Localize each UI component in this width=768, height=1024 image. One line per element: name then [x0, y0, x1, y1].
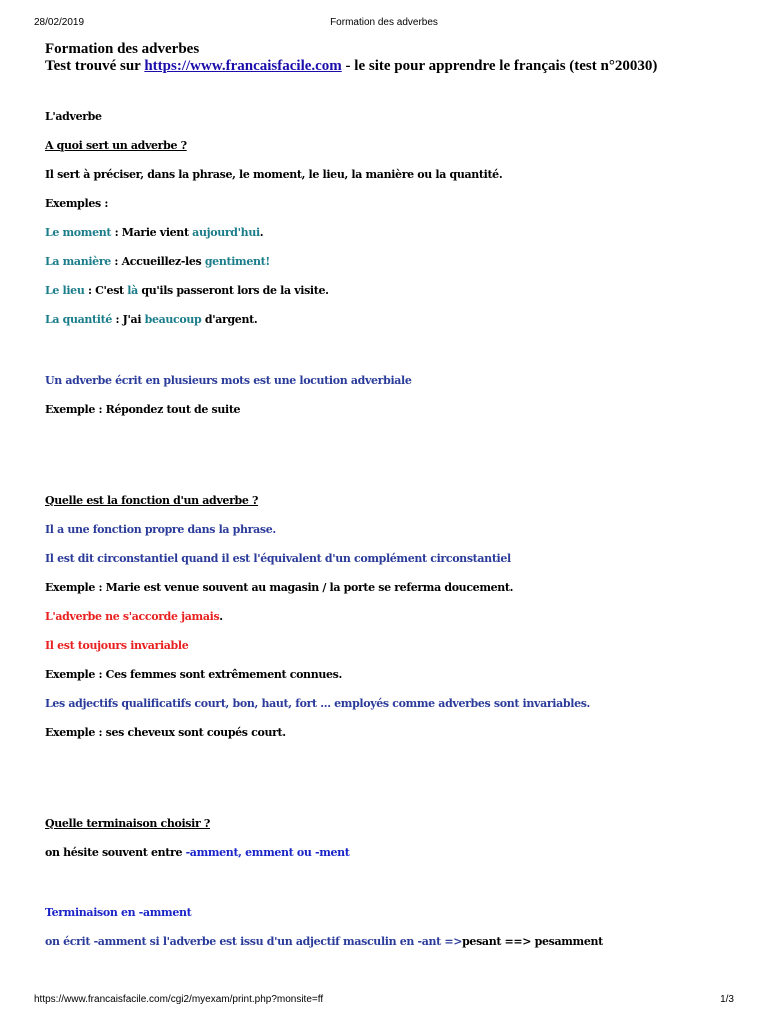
question-3-line [45, 846, 735, 860]
examples-label: Exemples : [45, 197, 109, 210]
question-2: Quelle est la fonction d'un adverbe ? [45, 494, 259, 507]
accord-rule-dot: . [219, 610, 223, 623]
example-lieu-label: Le lieu [45, 284, 85, 297]
print-footer [0, 994, 768, 1008]
question-2-example: Exemple : Marie est venue souvent au magasin / la porte se referma doucement. [45, 581, 514, 594]
print-title: Formation des adverbes [330, 17, 438, 28]
example-quantite-text: : J'ai [112, 313, 145, 326]
example-moment-text: : Marie vient [111, 226, 193, 239]
amment-rule: on écrit -amment si l'adverbe est issu d'un adjectif masculin en -ant => [45, 935, 463, 948]
question-2-line-2: Il est dit circonstantiel quand il est l'équivalent d'un complément circonstantiel [45, 552, 511, 565]
example-maniere-word: gentiment! [204, 255, 270, 268]
print-header [0, 17, 768, 31]
example-lieu-text: : C'est [84, 284, 128, 297]
invariable-rule: Il est toujours invariable [45, 639, 189, 652]
source-link[interactable]: https://www.francaisfacile.com [144, 58, 342, 74]
document-title: Formation des adverbes [45, 41, 200, 57]
example-moment [45, 226, 735, 240]
question-3-prefix: on hésite souvent entre [45, 846, 186, 859]
example-lieu [45, 284, 735, 298]
document-body [45, 41, 735, 949]
print-page-number: 1/3 [720, 994, 734, 1005]
heading-adverbe: L'adverbe [45, 110, 102, 123]
adjectifs-rule: Les adjectifs qualificatifs court, bon, haut, fort ... employés comme adverbes sont invariables. [45, 697, 591, 710]
question-3: Quelle terminaison choisir ? [45, 817, 210, 830]
example-quantite-word: beaucoup [144, 313, 202, 326]
example-moment-label: Le moment [45, 226, 112, 239]
accord-rule-text: L'adverbe ne s'accorde jamais [45, 610, 220, 623]
accord-rule [45, 610, 735, 624]
print-date: 28/02/2019 [34, 17, 85, 28]
example-quantite [45, 313, 735, 327]
example-maniere-label: La manière [45, 255, 111, 268]
example-lieu-word: là [127, 284, 138, 297]
question-2-line-1: Il a une fonction propre dans la phrase. [45, 523, 276, 536]
source-suffix: - le site pour apprendre le français (test n°20030) [341, 58, 658, 74]
invariable-example: Exemple : Ces femmes sont extrêmement connues. [45, 668, 342, 681]
example-maniere-text: : Accueillez-les [110, 255, 205, 268]
question-1-answer: Il sert à préciser, dans la phrase, le moment, le lieu, la manière ou la quantité. [45, 168, 503, 181]
question-3-options: -amment, emment ou -ment [185, 846, 350, 859]
amment-example: pesant ==> pesamment [462, 935, 603, 948]
source-line [45, 58, 735, 75]
adjectifs-example: Exemple : ses cheveux sont coupés court. [45, 726, 286, 739]
question-1: A quoi sert un adverbe ? [45, 139, 187, 152]
example-quantite-end: d'argent. [201, 313, 258, 326]
amment-heading: Terminaison en -amment [45, 906, 192, 919]
example-maniere [45, 255, 735, 269]
print-url: https://www.francaisfacile.com/cgi2/myexam/print.php?monsite=ff [34, 994, 324, 1005]
locution-example: Exemple : Répondez tout de suite [45, 403, 241, 416]
amment-rule-line [45, 935, 735, 949]
source-prefix: Test trouvé sur [45, 58, 145, 74]
example-moment-word: aujourd'hui [192, 226, 260, 239]
example-lieu-end: qu'ils passeront lors de la visite. [137, 284, 329, 297]
example-quantite-label: La quantité [45, 313, 112, 326]
example-moment-end: . [259, 226, 264, 239]
locution-rule: Un adverbe écrit en plusieurs mots est une locution adverbiale [45, 374, 412, 387]
